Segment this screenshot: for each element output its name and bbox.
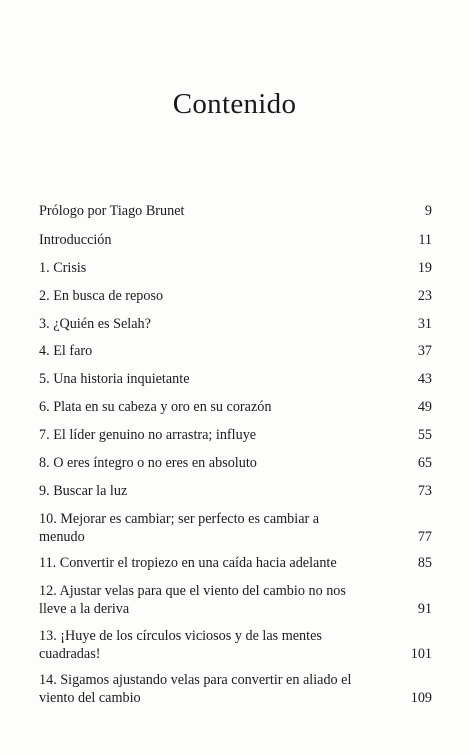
toc-entry-title-continued: lleve a la deriva: [39, 601, 130, 617]
toc-entry-title: 1. Crisis: [39, 260, 87, 276]
toc-entry-title: 7. El líder genuino no arrastra; influye: [39, 427, 257, 443]
toc-entry-page: 73: [417, 483, 432, 499]
toc-entry-title: 14. Sigamos ajustando velas para convertir en aliado el: [39, 672, 352, 688]
page-title: Contenido: [172, 88, 297, 120]
toc-entry-title-continued: viento del cambio: [39, 690, 141, 706]
toc-entry-page: 49: [417, 399, 432, 415]
toc-entry-title: 3. ¿Quién es Selah?: [39, 316, 151, 332]
toc-entry-page: 101: [410, 646, 432, 662]
toc-entry-title: 6. Plata en su cabeza y oro en su corazón: [39, 399, 272, 415]
toc-entry-title: 11. Convertir el tropiezo en una caída hacia adelante: [39, 555, 337, 571]
toc-entry-page: 55: [417, 427, 432, 443]
toc-entry-title-continued: menudo: [39, 529, 85, 545]
toc-entry-page: 9: [424, 203, 432, 219]
toc-entry-page: 77: [417, 529, 432, 545]
toc-entry-title: 12. Ajustar velas para que el viento del cambio no nos: [39, 583, 346, 599]
toc-entry-page: 31: [417, 316, 432, 332]
toc-entry-title: Introducción: [39, 232, 112, 248]
toc-entry-page: 37: [417, 343, 432, 359]
toc-entry-page: 43: [417, 371, 432, 387]
toc-entry-title-continued: cuadradas!: [39, 646, 101, 662]
toc-entry-page: 11: [418, 232, 432, 248]
toc-entry-title: 5. Una historia inquietante: [39, 371, 190, 387]
toc-entry-page: 23: [417, 288, 432, 304]
toc-entry-page: 91: [417, 601, 432, 617]
toc-entry-title: 2. En busca de reposo: [39, 288, 164, 304]
toc-entry-title: Prólogo por Tiago Brunet: [39, 203, 185, 219]
toc-entry-title: 9. Buscar la luz: [39, 483, 128, 499]
toc-entry-page: 109: [410, 690, 432, 706]
toc-entry-page: 19: [417, 260, 432, 276]
toc-entry-title: 4. El faro: [39, 343, 93, 359]
toc-entry-title: 13. ¡Huye de los círculos viciosos y de las mentes: [39, 628, 322, 644]
toc-entry-title: 8. O eres íntegro o no eres en absoluto: [39, 455, 257, 471]
toc-entry-title: 10. Mejorar es cambiar; ser perfecto es cambiar a: [39, 511, 320, 527]
toc-entry-page: 85: [417, 555, 432, 571]
toc-entry-page: 65: [417, 455, 432, 471]
